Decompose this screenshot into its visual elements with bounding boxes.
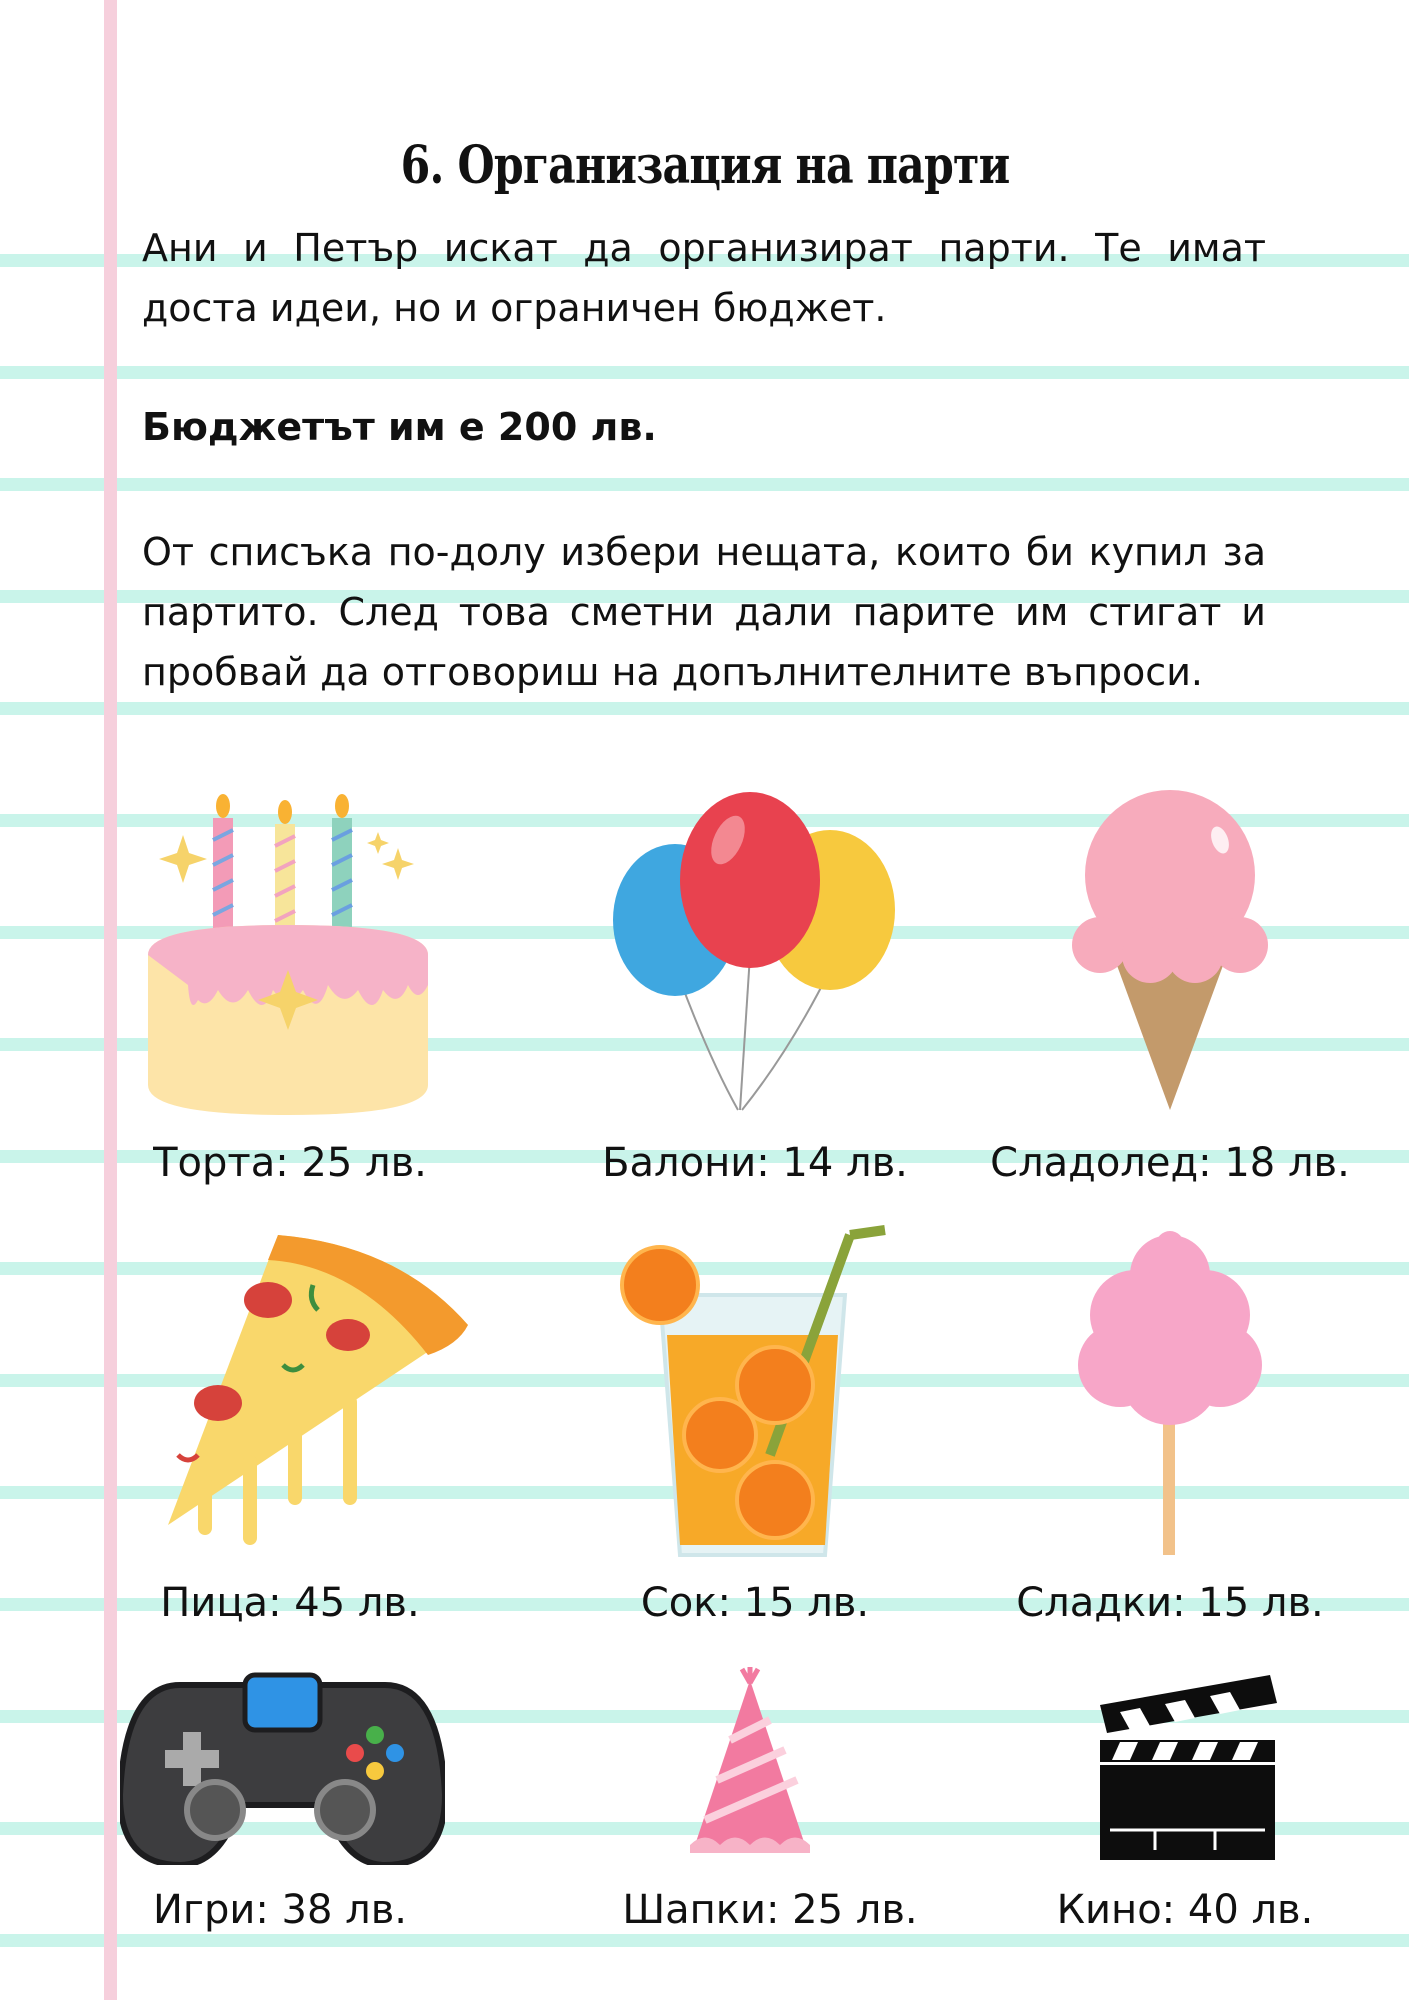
item-label-balloons: Балони: 14 лв. (602, 1140, 908, 1186)
clapperboard-icon (1095, 1665, 1280, 1865)
item-label-pizza: Пица: 45 лв. (160, 1580, 420, 1626)
item-label-juice: Сок: 15 лв. (640, 1580, 870, 1626)
pizza-icon (138, 1225, 478, 1555)
juice-icon (620, 1225, 890, 1565)
balloons-icon (600, 780, 910, 1120)
cotton-candy-icon (1075, 1225, 1265, 1555)
instructions-paragraph: От списъка по-долу избери нещата, които би купил за партито. След това сметни дали парите им стигат и пробвай да отговориш на допълнителните въпроси. (142, 530, 1266, 694)
budget-text: Бюджетът им е 200 лв. (142, 405, 657, 449)
cake-icon (138, 780, 438, 1120)
gamepad-icon (120, 1665, 445, 1865)
page-title: 6. Организация на парти (400, 135, 1010, 196)
ice-cream-icon (1070, 780, 1270, 1110)
party-hat-icon (675, 1665, 825, 1865)
item-label-ice-cream: Сладолед: 18 лв. (990, 1140, 1350, 1186)
item-label-cinema: Кино: 40 лв. (1056, 1887, 1314, 1933)
item-label-party-hats: Шапки: 25 лв. (622, 1887, 918, 1933)
intro-paragraph: Ани и Петър искат да организират парти. Те имат доста идеи, но и ограничен бюджет. (142, 226, 1266, 330)
item-label-cotton-candy: Сладки: 15 лв. (1016, 1580, 1324, 1626)
item-label-games: Игри: 38 лв. (153, 1887, 407, 1933)
item-label-cake: Торта: 25 лв. (153, 1140, 427, 1186)
